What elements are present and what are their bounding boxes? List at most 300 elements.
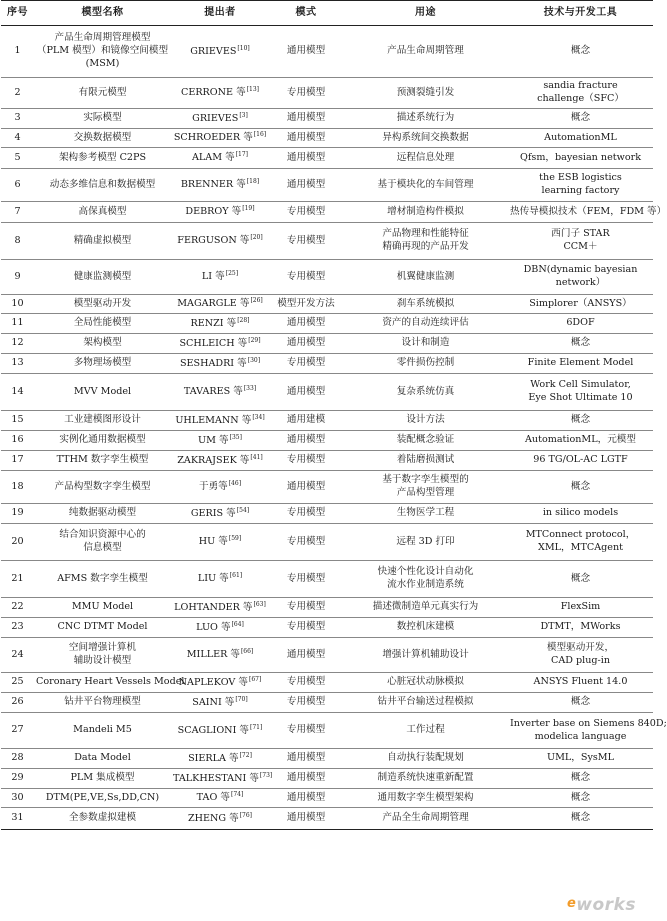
table-row xyxy=(1,749,653,769)
cell-line: sandia fracture xyxy=(543,80,618,92)
cell-line: 西门子 STAR xyxy=(551,228,610,240)
cell-line: 增材制造构件模拟 xyxy=(387,205,464,217)
cell-line: Work Cell Simulator, xyxy=(530,379,631,391)
table-row xyxy=(1,638,653,673)
cell-line: 辅助设计模型 xyxy=(73,655,132,666)
cell-line: 96 TG/OL-AC LGTF xyxy=(533,454,628,466)
cell-model-name xyxy=(34,354,171,374)
cell-line: 信息模型 xyxy=(83,542,122,553)
reference-marker: [54] xyxy=(236,506,250,514)
cell-line: 工作过程 xyxy=(406,724,445,736)
cell-line: 制造系统快速重新配置 xyxy=(377,772,474,784)
cell-line: Finite Element Model xyxy=(527,357,634,369)
cell-mode: 通用模型 xyxy=(269,769,343,789)
cell-use xyxy=(343,693,508,713)
cell-serial: 21 xyxy=(1,561,34,598)
cell-line: 通用数字孪生模型架构 xyxy=(377,791,474,803)
cell-model-name xyxy=(34,561,171,598)
cell-use xyxy=(343,713,508,749)
cell-model-name xyxy=(34,78,171,109)
table-row xyxy=(1,504,653,524)
cell-line: 概念 xyxy=(570,791,591,803)
cell-model-name xyxy=(34,673,185,693)
author-name: HU 等 xyxy=(198,536,228,548)
author-name: DEBROY 等 xyxy=(185,206,242,218)
author-name: SCHROEDER 等 xyxy=(173,132,253,144)
cell-line: 实例化通用数据模型 xyxy=(59,434,146,446)
table-row xyxy=(1,769,653,789)
cell-serial: 9 xyxy=(1,260,34,295)
cell-line: 概念 xyxy=(570,696,591,708)
cell-line: 装配概念验证 xyxy=(396,434,455,446)
cell-mode: 专用模型 xyxy=(269,618,343,638)
cell-model-name xyxy=(34,260,171,295)
cell-mode: 专用模型 xyxy=(269,561,343,598)
author-name: SIERLA 等 xyxy=(188,752,239,764)
author-name: UM 等 xyxy=(198,434,229,446)
cell-serial: 14 xyxy=(1,374,34,411)
cell-tools xyxy=(508,223,653,260)
cell-model-name xyxy=(34,411,171,431)
cell-line: 6DOF xyxy=(566,317,595,329)
cell-line: DTMT，MWorks xyxy=(540,621,621,633)
cell-tools xyxy=(508,808,653,830)
cell-line: 生物医学工程 xyxy=(396,507,455,519)
table-row xyxy=(1,148,653,169)
cell-mode: 通用模型 xyxy=(269,789,343,808)
cell-line: 机翼健康监测 xyxy=(396,270,455,282)
cell-serial: 1 xyxy=(1,26,34,78)
cell-author xyxy=(171,598,269,618)
cell-author xyxy=(171,638,269,673)
cell-author xyxy=(171,431,269,451)
reference-marker: [19] xyxy=(242,205,255,213)
cell-author xyxy=(171,618,269,638)
cell-line: 全参数虚拟建模 xyxy=(68,812,137,824)
cell-tools xyxy=(508,411,653,431)
cell-model-name xyxy=(34,202,171,223)
cell-line: 产品物理和性能特征 xyxy=(382,228,469,240)
cell-model-name xyxy=(34,109,171,129)
cell-line: AFMS 数字孪生模型 xyxy=(57,572,148,584)
author-name: LOHTANDER 等 xyxy=(174,601,253,613)
cell-tools xyxy=(508,789,653,808)
cell-line: 产品构型管理 xyxy=(396,487,455,498)
cell-line: DTM(PE,VE,Ss,DD,CN) xyxy=(45,791,160,803)
cell-line: PLM 集成模型 xyxy=(70,772,135,784)
cell-line: 概念 xyxy=(570,45,591,57)
table-row xyxy=(1,673,653,693)
cell-author xyxy=(171,374,269,411)
cell-author xyxy=(171,26,269,78)
header-use: 用途 xyxy=(343,1,508,26)
author-name: RENZI 等 xyxy=(190,317,237,329)
reference-marker: [29] xyxy=(248,336,261,344)
table-row xyxy=(1,169,653,202)
cell-author xyxy=(171,561,269,598)
cell-model-name xyxy=(34,314,171,334)
author-name: 于勇等 xyxy=(198,481,228,493)
cell-tools xyxy=(508,451,653,471)
cell-tools xyxy=(508,638,653,673)
cell-line: challenge（SFC） xyxy=(537,93,624,104)
cell-line: 实际模型 xyxy=(83,112,122,124)
table-row xyxy=(1,524,653,561)
reference-marker: [67] xyxy=(249,675,262,683)
cell-line: 资产的自动连续评估 xyxy=(382,317,469,329)
cell-mode: 通用模型 xyxy=(269,314,343,334)
table-row xyxy=(1,618,653,638)
cell-use xyxy=(343,260,508,295)
cell-line: AutomationML，元模型 xyxy=(524,434,636,446)
cell-mode: 通用模型 xyxy=(269,129,343,148)
reference-marker: [61] xyxy=(229,572,243,580)
cell-mode: 专用模型 xyxy=(269,598,343,618)
cell-line: Inverter base on Siemens 840D; xyxy=(510,717,667,729)
cell-tools xyxy=(508,598,653,618)
cell-author xyxy=(171,295,269,314)
cell-author xyxy=(171,129,269,148)
reference-marker: [46] xyxy=(228,480,242,488)
cell-line: CNC DTMT Model xyxy=(57,621,148,633)
cell-line: CAD plug-in xyxy=(550,655,611,666)
cell-author xyxy=(171,769,273,789)
header-serial: 序号 xyxy=(1,1,34,26)
cell-tools xyxy=(508,295,653,314)
cell-serial: 29 xyxy=(1,769,34,789)
cell-use xyxy=(343,411,508,431)
reference-marker: [76] xyxy=(239,811,253,819)
cell-tools xyxy=(508,260,653,295)
author-name: GERIS 等 xyxy=(190,507,236,519)
cell-use xyxy=(343,148,508,169)
cell-use xyxy=(343,223,508,260)
cell-line: 模型驱动开发 xyxy=(73,297,132,309)
cell-serial: 31 xyxy=(1,808,34,830)
cell-mode: 专用模型 xyxy=(269,354,343,374)
cell-serial: 19 xyxy=(1,504,34,524)
cell-use xyxy=(343,26,508,78)
cell-mode: 通用模型 xyxy=(269,638,343,673)
cell-author xyxy=(171,789,269,808)
reference-marker: [10] xyxy=(237,44,250,52)
cell-line: 多物理场模型 xyxy=(73,357,132,369)
cell-use xyxy=(343,109,508,129)
author-name: NAPLEKOV 等 xyxy=(178,676,248,688)
cell-model-name xyxy=(34,148,171,169)
cell-serial: 17 xyxy=(1,451,34,471)
cell-tools xyxy=(508,334,653,354)
cell-author xyxy=(171,713,269,749)
author-name: MAGARGLE 等 xyxy=(177,298,250,310)
author-name: FERGUSON 等 xyxy=(177,235,250,247)
reference-marker: [66] xyxy=(240,648,254,656)
cell-use xyxy=(343,374,508,411)
cell-line: 零件损伤控制 xyxy=(396,357,455,369)
cell-author xyxy=(171,334,269,354)
table-row xyxy=(1,260,653,295)
cell-model-name xyxy=(34,26,171,78)
cell-author xyxy=(171,148,269,169)
cell-author xyxy=(171,411,269,431)
cell-line: 描述微制造单元真实行为 xyxy=(372,601,479,613)
cell-line: 空间增强计算机 xyxy=(68,642,137,654)
cell-serial: 20 xyxy=(1,524,34,561)
cell-mode: 专用模型 xyxy=(269,202,343,223)
cell-model-name xyxy=(34,169,171,202)
table-row xyxy=(1,223,653,260)
cell-line: MVV Model xyxy=(73,385,132,397)
cell-serial: 10 xyxy=(1,295,34,314)
cell-model-name xyxy=(34,451,171,471)
author-name: GRIEVES xyxy=(190,45,237,57)
cell-model-name xyxy=(34,808,171,830)
cell-mode: 通用模型 xyxy=(269,808,343,830)
cell-serial: 28 xyxy=(1,749,34,769)
cell-tools xyxy=(508,769,653,789)
cell-line: 设计方法 xyxy=(406,414,445,426)
reference-marker: [41] xyxy=(250,453,263,461)
reference-marker: [72] xyxy=(239,751,252,759)
cell-serial: 7 xyxy=(1,202,34,223)
reference-marker: [28] xyxy=(237,316,250,324)
cell-tools xyxy=(508,431,653,451)
reference-marker: [16] xyxy=(253,131,267,139)
cell-line: 概念 xyxy=(570,414,591,426)
cell-model-name xyxy=(34,749,171,769)
cell-model-name xyxy=(34,129,171,148)
cell-mode: 专用模型 xyxy=(269,451,343,471)
cell-line: 概念 xyxy=(570,337,591,349)
reference-marker: [70] xyxy=(235,695,248,703)
cell-use xyxy=(343,471,508,504)
cell-author xyxy=(171,78,269,109)
reference-marker: [63] xyxy=(253,600,266,608)
cell-mode: 专用模型 xyxy=(269,524,343,561)
cell-use xyxy=(343,673,508,693)
cell-line: 异构系统间交换数据 xyxy=(382,131,469,143)
cell-use xyxy=(343,638,508,673)
cell-tools xyxy=(508,354,653,374)
reference-marker: [3] xyxy=(239,111,248,119)
header-tools: 技术与开发工具 xyxy=(508,1,653,26)
table-row xyxy=(1,431,653,451)
cell-tools xyxy=(508,471,653,504)
cell-model-name xyxy=(34,789,171,808)
table-row xyxy=(1,202,653,223)
cell-line: modelica language xyxy=(534,730,627,742)
cell-author xyxy=(171,109,269,129)
cell-serial: 16 xyxy=(1,431,34,451)
cell-line: 架构参考模型 C2PS xyxy=(58,151,147,163)
author-name: GRIEVES xyxy=(192,112,239,124)
author-name: LI 等 xyxy=(201,271,225,283)
cell-line: 概念 xyxy=(570,112,591,124)
cell-tools xyxy=(508,749,653,769)
cell-tools xyxy=(508,673,653,693)
reference-marker: [73] xyxy=(259,771,273,779)
cell-line: 复杂系统仿真 xyxy=(396,385,455,397)
cell-line: 纯数据驱动模型 xyxy=(68,507,137,519)
cell-tools xyxy=(508,504,653,524)
cell-mode: 专用模型 xyxy=(269,713,343,749)
cell-author xyxy=(171,524,269,561)
cell-line: 着陆磨损测试 xyxy=(396,454,455,466)
cell-use xyxy=(343,314,508,334)
author-name: LUO 等 xyxy=(196,621,231,633)
cell-serial: 15 xyxy=(1,411,34,431)
table-row xyxy=(1,295,653,314)
cell-tools xyxy=(508,109,653,129)
reference-marker: [71] xyxy=(250,723,263,731)
cell-serial: 25 xyxy=(1,673,34,693)
cell-use xyxy=(343,524,508,561)
cell-use xyxy=(343,129,508,148)
cell-serial: 22 xyxy=(1,598,34,618)
table-row xyxy=(1,451,653,471)
cell-serial: 24 xyxy=(1,638,34,673)
cell-tools xyxy=(508,314,653,334)
cell-line: Coronary Heart Vessels Model xyxy=(36,676,185,688)
cell-line: MMU Model xyxy=(71,601,134,613)
author-name: TAVARES 等 xyxy=(183,386,243,398)
cell-tools xyxy=(508,561,653,598)
cell-model-name xyxy=(34,295,171,314)
cell-line: 架构模型 xyxy=(83,337,122,349)
cell-line: 全局性能模型 xyxy=(73,317,132,329)
cell-use xyxy=(343,769,508,789)
cell-mode: 专用模型 xyxy=(269,260,343,295)
cell-author xyxy=(171,169,269,202)
digital-twin-model-table xyxy=(1,0,667,830)
cell-use xyxy=(343,618,508,638)
cell-line: (MSM) xyxy=(85,57,120,69)
cell-mode: 通用模型 xyxy=(269,749,343,769)
cell-serial: 3 xyxy=(1,109,34,129)
cell-mode: 通用模型 xyxy=(269,471,343,504)
cell-line: 快速个性化设计自动化 xyxy=(377,566,474,578)
cell-serial: 13 xyxy=(1,354,34,374)
table-row xyxy=(1,26,653,78)
table-row xyxy=(1,789,653,808)
cell-line: 热传导模拟技术（FEM，FDM 等） xyxy=(510,205,667,217)
cell-line: Qfsm，bayesian network xyxy=(519,151,642,163)
reference-marker: [13] xyxy=(246,86,260,94)
reference-marker: [34] xyxy=(252,413,265,421)
cell-model-name xyxy=(34,334,171,354)
cell-line: 设计和制造 xyxy=(401,337,450,349)
header-mode: 模式 xyxy=(269,1,343,26)
author-name: SAINI 等 xyxy=(192,696,235,708)
cell-tools xyxy=(508,618,653,638)
cell-line: 工业建模图形设计 xyxy=(64,414,141,426)
cell-model-name xyxy=(34,374,171,411)
cell-line: Simplorer（ANSYS） xyxy=(529,297,632,309)
cell-line: 产品生命周期管理 xyxy=(387,45,464,57)
cell-line: 远程 3D 打印 xyxy=(396,535,455,547)
cell-use xyxy=(343,78,508,109)
author-name: TAO 等 xyxy=(196,792,230,804)
cell-mode: 专用模型 xyxy=(269,223,343,260)
reference-marker: [20] xyxy=(250,234,263,242)
cell-author xyxy=(171,354,269,374)
cell-line: the ESB logistics xyxy=(539,172,622,184)
cell-line: 高保真模型 xyxy=(78,205,127,217)
header-model-name: 模型名称 xyxy=(34,1,171,26)
cell-line: （PLM 模型）和镜像空间模型 xyxy=(36,45,169,57)
cell-model-name xyxy=(34,431,171,451)
cell-tools xyxy=(508,693,653,713)
cell-line: MTConnect protocol， xyxy=(525,529,636,541)
reference-marker: [26] xyxy=(250,297,263,305)
cell-line: 数控机床建模 xyxy=(396,621,455,633)
cell-line: 结合知识资源中心的 xyxy=(59,529,146,541)
cell-line: UML，SysML xyxy=(547,752,614,764)
cell-model-name xyxy=(34,524,171,561)
cell-line: XML，MTCAgent xyxy=(538,542,623,553)
cell-author xyxy=(171,693,269,713)
cell-line: DBN(dynamic bayesian xyxy=(523,264,638,276)
author-name: TALKHESTANI 等 xyxy=(173,772,259,784)
cell-line: 模型驱动开发， xyxy=(546,642,615,654)
cell-line: network） xyxy=(555,277,606,288)
cell-line: 自动执行装配规划 xyxy=(387,752,464,764)
cell-mode: 通用模型 xyxy=(269,431,343,451)
cell-serial: 18 xyxy=(1,471,34,504)
cell-mode: 通用模型 xyxy=(269,148,343,169)
cell-line: 钻井平台输送过程模拟 xyxy=(377,696,474,708)
cell-mode: 通用模型 xyxy=(269,334,343,354)
cell-line: 有限元模型 xyxy=(78,86,127,98)
cell-line: 健康监测模型 xyxy=(73,270,132,282)
cell-line: AutomationML xyxy=(544,131,617,143)
cell-author xyxy=(171,471,269,504)
cell-model-name xyxy=(34,471,171,504)
table-row xyxy=(1,693,653,713)
cell-author xyxy=(171,314,269,334)
table-row xyxy=(1,471,653,504)
author-name: ZAKRAJSEK 等 xyxy=(177,454,250,466)
cell-model-name xyxy=(34,598,171,618)
cell-line: 概念 xyxy=(570,812,591,824)
table-row xyxy=(1,109,653,129)
cell-author xyxy=(171,260,269,295)
cell-use xyxy=(343,295,508,314)
cell-line: 预测裂缝引发 xyxy=(396,86,455,98)
cell-line: ANSYS Fluent 14.0 xyxy=(533,676,628,688)
table-row xyxy=(1,561,653,598)
cell-model-name xyxy=(34,504,171,524)
author-name: CERRONE 等 xyxy=(180,87,246,99)
cell-line: 精确虚拟模型 xyxy=(73,234,132,246)
cell-serial: 11 xyxy=(1,314,34,334)
cell-line: Mandeli M5 xyxy=(73,724,132,736)
cell-author xyxy=(171,451,269,471)
cell-use xyxy=(343,789,508,808)
cell-tools xyxy=(508,26,653,78)
cell-line: learning factory xyxy=(541,185,620,196)
cell-tools xyxy=(508,524,653,561)
cell-serial: 23 xyxy=(1,618,34,638)
cell-line: 增强计算机辅助设计 xyxy=(382,648,469,660)
cell-serial: 12 xyxy=(1,334,34,354)
cell-line: FlexSim xyxy=(560,601,601,613)
reference-marker: [64] xyxy=(231,620,244,628)
cell-model-name xyxy=(34,769,171,789)
cell-line: 心脏冠状动脉模拟 xyxy=(387,676,464,688)
cell-line: 流水作业制造系统 xyxy=(387,579,464,590)
author-name: SESHADRI 等 xyxy=(179,357,247,369)
